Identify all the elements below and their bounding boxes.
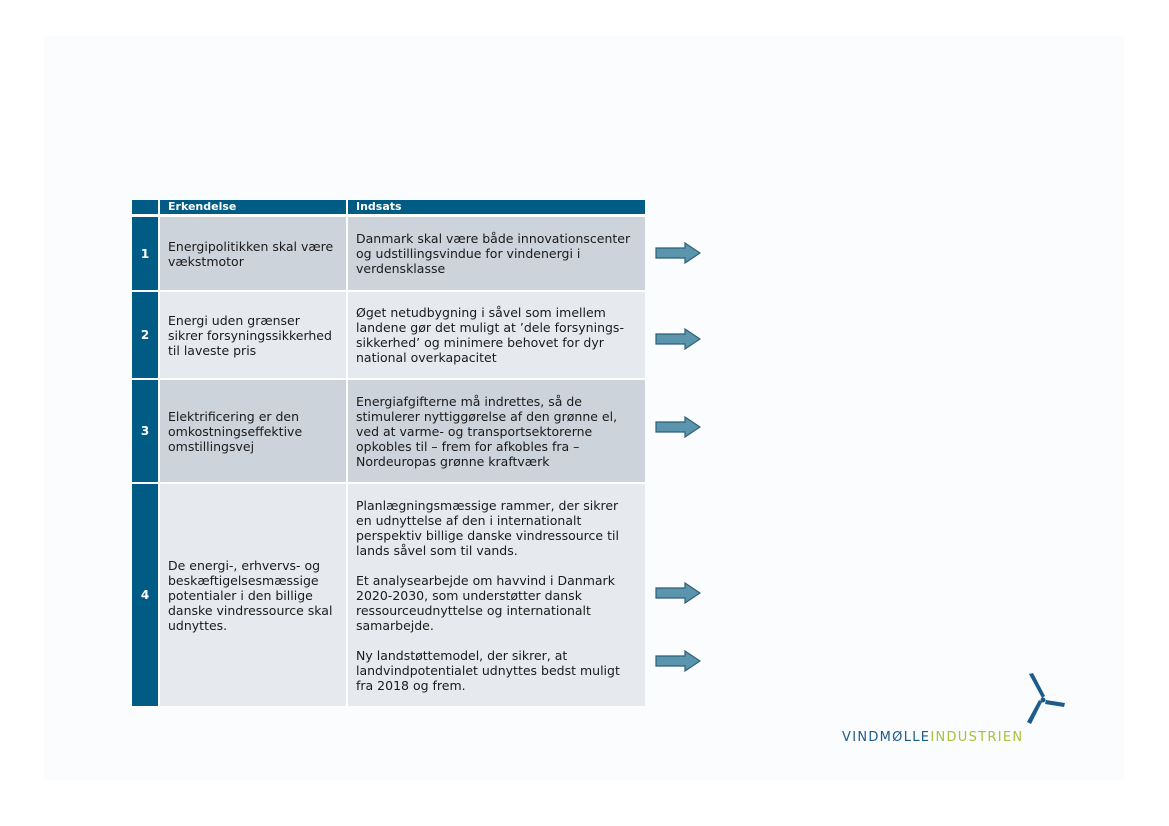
recognition-action-table <box>132 200 645 706</box>
indsats-cell <box>346 484 645 706</box>
logo-text-part2: INDUSTRIEN <box>930 730 1024 745</box>
table-row-4 <box>132 482 645 706</box>
indsats-cell <box>346 292 645 378</box>
erkendelse-text: Elektrificering er den omkostningseffektive omstillingsvej <box>168 408 303 454</box>
right-arrow-icon <box>655 328 701 350</box>
erkendelse-text: Energi uden grænser sikrer forsyningssikkerhed til laveste pris <box>168 312 332 358</box>
erkendelse-text: De energi-, erhvervs- og beskæftigelsesmæssige potentialer i den billige danske vindressource skal udnyttes. <box>168 557 333 633</box>
wind-turbine-icon <box>1027 672 1067 726</box>
indsats-text: Øget netudbygning i såvel som imellem landene gør det muligt at ’dele forsynings-sikkerhed’ og minimere behovet for dyr national overkapacitet <box>356 305 624 365</box>
row-number: 3 <box>132 380 158 482</box>
indsats-text: Danmark skal være både innovationscenter og udstillingsvindue for vindenergi i verdensklasse <box>356 231 631 276</box>
header-indsats: Indsats <box>346 200 645 214</box>
indsats-text: Et analysearbejde om havvind i Danmark 2020-2030, som understøtter dansk ressourceudnyttelse og internationalt samarbejde. <box>356 572 615 633</box>
right-arrow-icon <box>655 650 701 672</box>
row-number: 1 <box>132 217 158 290</box>
indsats-text: Ny landstøttemodel, der sikrer, at landvindpotentialet udnyttes bedst muligt fra 2018 og frem. <box>356 647 620 693</box>
erkendelse-text: Energipolitikken skal være vækstmotor <box>168 238 334 269</box>
erkendelse-cell <box>158 217 346 290</box>
erkendelse-cell <box>158 484 346 706</box>
indsats-cell <box>346 380 645 482</box>
erkendelse-cell <box>158 292 346 378</box>
row-number: 2 <box>132 292 158 378</box>
indsats-text: Energiafgifterne må indrettes, så de stimulerer nyttiggørelse af den grønne el, ved at varme- og transportsektorerne opkobles til – frem for afkobles fra – Nordeuropas grønne kraftværk <box>356 393 618 469</box>
indsats-cell <box>346 217 645 290</box>
logo-text-part1: VINDMØLLE <box>842 730 931 745</box>
row-number: 4 <box>132 484 158 706</box>
table-row-3 <box>132 378 645 482</box>
vindmolleindustrien-logo <box>842 672 1047 748</box>
indsats-text: Planlægningsmæssige rammer, der sikrer en udnyttelse af den i internationalt perspektiv billige danske vindressource til lands såvel som til vands. <box>356 497 619 558</box>
header-num-cell <box>132 200 158 214</box>
erkendelse-cell <box>158 380 346 482</box>
header-erkendelse: Erkendelse <box>158 200 346 214</box>
right-arrow-icon <box>655 416 701 438</box>
table-row-2 <box>132 290 645 378</box>
table-row-1 <box>132 215 645 290</box>
logo-text <box>842 730 1023 745</box>
right-arrow-icon <box>655 582 701 604</box>
right-arrow-icon <box>655 242 701 264</box>
table-header <box>132 200 645 215</box>
